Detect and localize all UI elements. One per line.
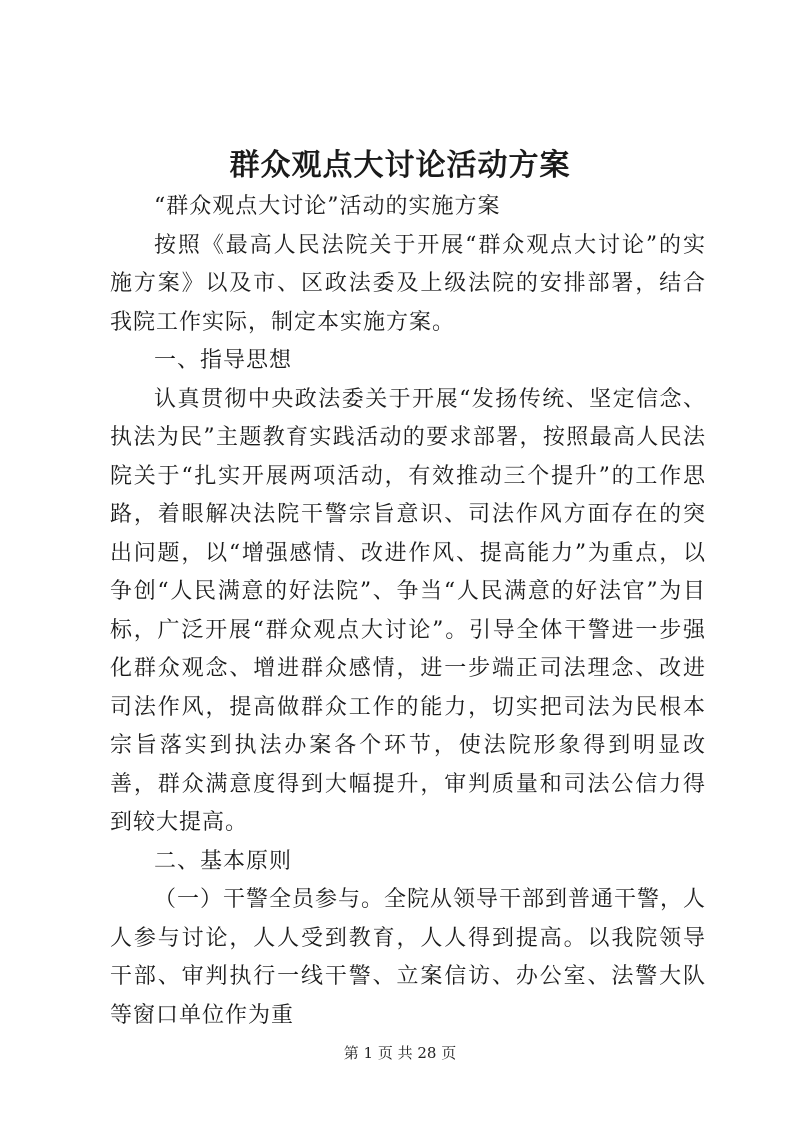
document-title: 群众观点大讨论活动方案: [229, 148, 571, 183]
paragraph-intro: 按照《最高人民法院关于开展“群众观点大讨论”的实施方案》以及市、区政法委及上级法院的安排部署，结合我院工作实际，制定本实施方案。: [110, 232, 706, 335]
page-footer: 第 1 页 共 28 页: [343, 1044, 457, 1062]
paragraph-guiding-thought: 认真贯彻中央政法委关于开展“发扬传统、坚定信念、执法为民”主题教育实践活动的要求部署，按照最高人民法院关于“扎实开展两项活动，有效推动三个提升”的工作思路，着眼解决法院干警宗旨意识、司法作风方面存在的突出问题，以“增强感情、改进作风、提高能力”为重点，以争创“人民满意的好法院”、争当“人民满意的好法官”为目标，广泛开展“群众观点大讨论”。引导全体干警进一步强化群众观念、增进群众感情，进一步端正司法理念、改进司法作风，提高做群众工作的能力，切实把司法为民根本宗旨落实到执法办案各个环节，使法院形象得到明显改善，群众满意度得到大幅提升，审判质量和司法公信力得到较大提高。: [110, 386, 706, 835]
section-heading-basic-principles: 二、基本原则: [154, 848, 293, 874]
paragraph-subtitle: “群众观点大讨论”活动的实施方案: [154, 194, 501, 219]
section-heading-guiding-thought: 一、指导思想: [154, 348, 293, 373]
paragraph-principle-1: （一）干警全员参与。全院从领导干部到普通干警，人人参与讨论，人人受到教育，人人得到提高。以我院领导干部、审判执行一线干警、立案信访、办公室、法警大队等窗口单位作为重: [110, 887, 707, 1028]
document-body: [110, 188, 706, 1035]
